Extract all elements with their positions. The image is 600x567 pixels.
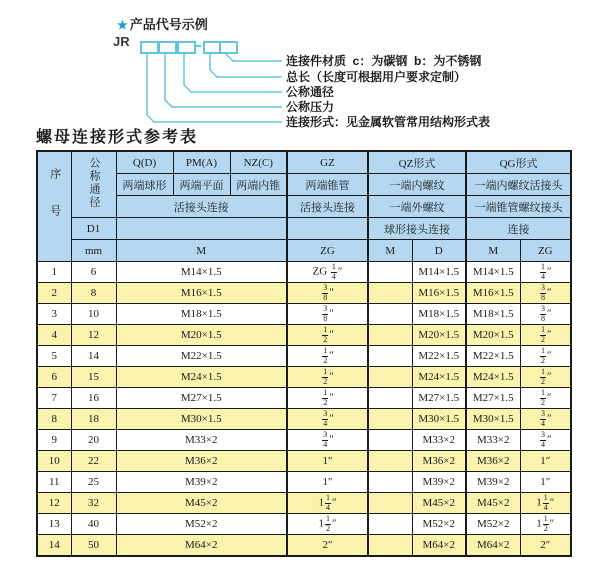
- code-box-5: [219, 41, 238, 54]
- cell-qg-m: M22×1.5: [466, 346, 520, 367]
- cell-gz-zg: $\frac{1}{2}$ ″: [287, 346, 368, 367]
- cell-dn: 20: [71, 430, 116, 451]
- cell-qg-zg: $\frac{1}{2}$ ″: [520, 367, 571, 388]
- header-q: Q(D): [116, 151, 173, 174]
- cell-dn: 40: [71, 514, 116, 535]
- cell-seq: 1: [37, 262, 71, 283]
- cell-qg-zg: 1 $\frac{1}{2}$ ″: [520, 514, 571, 535]
- code-box-1: [140, 41, 159, 54]
- cell-qz-d: M36×2: [412, 451, 466, 472]
- cell-dn: 14: [71, 346, 116, 367]
- table-row: [37, 409, 571, 430]
- cell-seq: 9: [37, 430, 71, 451]
- cell-qz-d: M22×1.5: [412, 346, 466, 367]
- header-gz: GZ: [287, 151, 368, 174]
- cell-qz-d: M39×2: [412, 472, 466, 493]
- cell-qz-d: M16×1.5: [412, 283, 466, 304]
- header-pm: PM(A): [173, 151, 230, 174]
- cell-qz-d: M24×1.5: [412, 367, 466, 388]
- cell-qg-m: M30×1.5: [466, 409, 520, 430]
- nut-connection-reference-table: [36, 150, 572, 557]
- cell-qz-m: [368, 409, 412, 430]
- cell-qz-m: [368, 493, 412, 514]
- cell-qz-d: M18×1.5: [412, 304, 466, 325]
- cell-m: M16×1.5: [116, 283, 287, 304]
- cell-m: M27×1.5: [116, 388, 287, 409]
- cell-seq: 4: [37, 325, 71, 346]
- header-empty-2: [287, 218, 368, 240]
- cell-qz-m: [368, 304, 412, 325]
- cell-gz-zg: $\frac{1}{2}$ ″: [287, 367, 368, 388]
- cell-qg-m: M45×2: [466, 493, 520, 514]
- cell-gz-zg: 1″: [287, 451, 368, 472]
- table-header: [37, 151, 571, 262]
- cell-qg-m: M27×1.5: [466, 388, 520, 409]
- label-total-length: 总长（长度可根据用户要求定制）: [286, 70, 467, 84]
- table-row: [37, 367, 571, 388]
- label-nominal-diameter: 公称通径: [286, 85, 335, 99]
- cell-dn: 8: [71, 283, 116, 304]
- cell-qz-d: M64×2: [412, 535, 466, 557]
- header-qz-ball-joint: 球形接头连接: [368, 218, 466, 240]
- cell-qz-d: M52×2: [412, 514, 466, 535]
- cell-qz-d: M30×1.5: [412, 409, 466, 430]
- cell-gz-zg: $\frac{1}{2}$ ″: [287, 325, 368, 346]
- cell-m: M33×2: [116, 430, 287, 451]
- header-q-sub: 两端球形: [116, 174, 173, 196]
- cell-m: M14×1.5: [116, 262, 287, 283]
- table-row: [37, 304, 571, 325]
- cell-gz-zg: 2″: [287, 535, 368, 557]
- header-qg-connection: 连接: [466, 218, 571, 240]
- cell-seq: 7: [37, 388, 71, 409]
- cell-gz-zg: $\frac{1}{2}$ ″: [287, 388, 368, 409]
- header-qg-zg-unit: ZG: [520, 240, 571, 262]
- cell-dn: 15: [71, 367, 116, 388]
- code-box-2: [158, 41, 177, 54]
- cell-qz-m: [368, 346, 412, 367]
- cell-qg-zg: $\frac{3}{8}$ ″: [520, 283, 571, 304]
- header-pm-sub: 两端平面: [173, 174, 230, 196]
- cell-qg-m: M36×2: [466, 451, 520, 472]
- table-row: [37, 493, 571, 514]
- cell-qz-m: [368, 367, 412, 388]
- cell-qz-d: M45×2: [412, 493, 466, 514]
- label-connection-form: 连接形式：见金属软管常用结构形式表: [286, 115, 491, 129]
- cell-gz-zg: ZG $\frac{1}{4}$ ″: [287, 262, 368, 283]
- header-d1: D1: [71, 218, 116, 240]
- header-qg-sub: 一端内螺纹活接头: [466, 174, 571, 196]
- header-nz: NZ(C): [230, 151, 287, 174]
- header-m-unit: M: [116, 240, 287, 262]
- cell-qz-d: M27×1.5: [412, 388, 466, 409]
- header-qz: QZ形式: [368, 151, 466, 174]
- header-qg: QG形式: [466, 151, 571, 174]
- cell-qg-m: M16×1.5: [466, 283, 520, 304]
- table-row: [37, 388, 571, 409]
- cell-m: M24×1.5: [116, 367, 287, 388]
- cell-qz-m: [368, 283, 412, 304]
- cell-qg-zg: $\frac{3}{4}$ ″: [520, 430, 571, 451]
- header-gz-zg-unit: ZG: [287, 240, 368, 262]
- cell-seq: 6: [37, 367, 71, 388]
- cell-m: M20×1.5: [116, 325, 287, 346]
- code-box-3: [177, 41, 196, 54]
- cell-qg-m: M64×2: [466, 535, 520, 557]
- table-row: [37, 535, 571, 557]
- header-nz-sub: 两端内锥: [230, 174, 287, 196]
- cell-gz-zg: 1 $\frac{1}{4}$ ″: [287, 493, 368, 514]
- header-gz-sub: 两端锥管: [287, 174, 368, 196]
- header-union-connection: 活接头连接: [116, 196, 287, 218]
- cell-seq: 14: [37, 535, 71, 557]
- code-dash: [194, 45, 201, 47]
- diagram-title: [117, 14, 208, 33]
- cell-qg-zg: $\frac{1}{2}$ ″: [520, 325, 571, 346]
- header-qz-sub: 一端内螺纹: [368, 174, 466, 196]
- header-qz-external-thread: 一端外螺纹: [368, 196, 466, 218]
- cell-gz-zg: $\frac{3}{4}$ ″: [287, 430, 368, 451]
- header-mm: mm: [71, 240, 116, 262]
- table-row: [37, 262, 571, 283]
- header-nominal-diameter: 公称通径: [71, 151, 116, 218]
- cell-qg-zg: $\frac{1}{2}$ ″: [520, 346, 571, 367]
- cell-dn: 10: [71, 304, 116, 325]
- cell-qg-zg: 1″: [520, 472, 571, 493]
- table-body: [37, 262, 571, 557]
- cell-m: M30×1.5: [116, 409, 287, 430]
- table-row: [37, 514, 571, 535]
- cell-seq: 5: [37, 346, 71, 367]
- cell-qg-zg: 1″: [520, 451, 571, 472]
- cell-qg-zg: 1 $\frac{1}{4}$ ″: [520, 493, 571, 514]
- cell-dn: 25: [71, 472, 116, 493]
- cell-seq: 12: [37, 493, 71, 514]
- cell-m: M52×2: [116, 514, 287, 535]
- cell-m: M22×1.5: [116, 346, 287, 367]
- cell-qz-m: [368, 472, 412, 493]
- table-row: [37, 325, 571, 346]
- label-material: 连接件材质 c：为碳钢 b：为不锈钢: [286, 54, 482, 68]
- header-qg-taper-joint: 一端锥管螺纹接头: [466, 196, 571, 218]
- table-row: [37, 472, 571, 493]
- cell-qz-m: [368, 535, 412, 557]
- cell-qz-d: M14×1.5: [412, 262, 466, 283]
- header-qz-m-unit: M: [368, 240, 412, 262]
- cell-qg-m: M39×2: [466, 472, 520, 493]
- cell-dn: 12: [71, 325, 116, 346]
- table-title: 螺母连接形式参考表: [36, 129, 199, 146]
- cell-qg-m: M24×1.5: [466, 367, 520, 388]
- cell-seq: 2: [37, 283, 71, 304]
- cell-qg-zg: 2″: [520, 535, 571, 557]
- cell-qz-m: [368, 262, 412, 283]
- table-row: [37, 283, 571, 304]
- diagram-title-text: 产品代号示例: [129, 17, 208, 32]
- table-row: [37, 346, 571, 367]
- cell-seq: 10: [37, 451, 71, 472]
- cell-qg-m: M20×1.5: [466, 325, 520, 346]
- label-nominal-pressure: 公称压力: [286, 100, 335, 114]
- cell-seq: 11: [37, 472, 71, 493]
- cell-qz-m: [368, 451, 412, 472]
- cell-dn: 16: [71, 388, 116, 409]
- cell-seq: 3: [37, 304, 71, 325]
- header-empty-1: [116, 218, 287, 240]
- header-gz-union: 活接头连接: [287, 196, 368, 218]
- star-icon: ★: [117, 18, 128, 32]
- cell-qg-m: M18×1.5: [466, 304, 520, 325]
- cell-qg-m: M14×1.5: [466, 262, 520, 283]
- table-row: [37, 430, 571, 451]
- cell-dn: 6: [71, 262, 116, 283]
- cell-qz-m: [368, 430, 412, 451]
- header-qg-m-unit: M: [466, 240, 520, 262]
- cell-m: M36×2: [116, 451, 287, 472]
- cell-gz-zg: $\frac{3}{8}$ ″: [287, 283, 368, 304]
- cell-m: M45×2: [116, 493, 287, 514]
- cell-dn: 22: [71, 451, 116, 472]
- cell-qg-zg: $\frac{3}{8}$ ″: [520, 304, 571, 325]
- cell-seq: 13: [37, 514, 71, 535]
- cell-seq: 8: [37, 409, 71, 430]
- cell-qz-m: [368, 514, 412, 535]
- cell-gz-zg: 1 $\frac{1}{2}$ ″: [287, 514, 368, 535]
- cell-qz-m: [368, 388, 412, 409]
- cell-dn: 32: [71, 493, 116, 514]
- header-qz-d-unit: D: [412, 240, 466, 262]
- cell-qz-d: M20×1.5: [412, 325, 466, 346]
- cell-qg-m: M52×2: [466, 514, 520, 535]
- cell-qz-d: M33×2: [412, 430, 466, 451]
- product-code-prefix: JR: [113, 34, 130, 49]
- cell-gz-zg: $\frac{3}{4}$ ″: [287, 409, 368, 430]
- cell-qg-zg: $\frac{1}{2}$ ″: [520, 388, 571, 409]
- cell-gz-zg: $\frac{3}{8}$ ″: [287, 304, 368, 325]
- cell-gz-zg: 1″: [287, 472, 368, 493]
- cell-qg-zg: $\frac{1}{4}$ ″: [520, 262, 571, 283]
- cell-qg-zg: $\frac{3}{4}$ ″: [520, 409, 571, 430]
- header-seq: 序号: [37, 151, 71, 262]
- cell-qg-m: M33×2: [466, 430, 520, 451]
- cell-qz-m: [368, 325, 412, 346]
- cell-dn: 18: [71, 409, 116, 430]
- cell-m: M18×1.5: [116, 304, 287, 325]
- cell-m: M39×2: [116, 472, 287, 493]
- table-row: [37, 451, 571, 472]
- cell-m: M64×2: [116, 535, 287, 557]
- cell-dn: 50: [71, 535, 116, 557]
